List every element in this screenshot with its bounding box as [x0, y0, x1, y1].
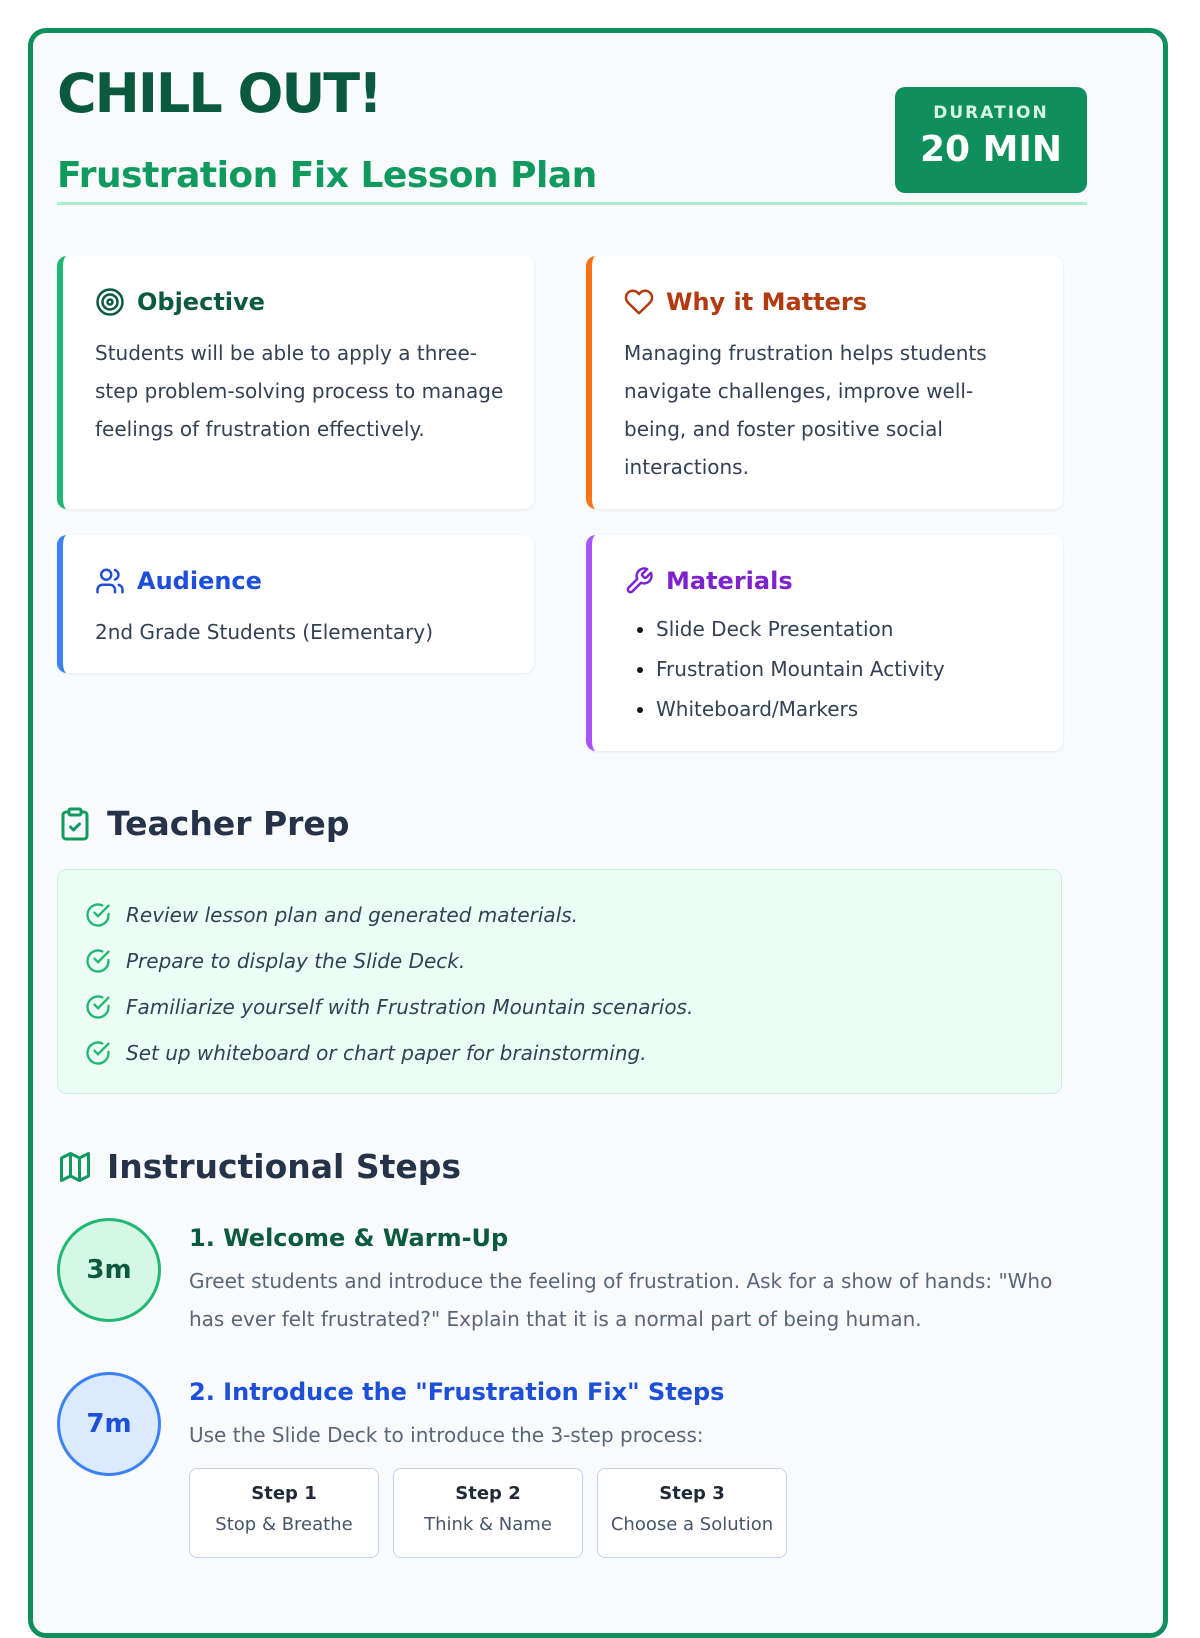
header: [57, 60, 1087, 235]
materials-title: Materials: [666, 567, 793, 595]
page-title: CHILL OUT!: [57, 62, 381, 125]
step-text: Use the Slide Deck to introduce the 3-step process:: [189, 1423, 704, 1447]
substep-label: Step 3: [659, 1483, 725, 1504]
substep-desc: Stop & Breathe: [215, 1514, 353, 1535]
prep-item-text: Prepare to display the Slide Deck.: [126, 949, 466, 973]
prep-item-text: Set up whiteboard or chart paper for brainstorming.: [126, 1041, 647, 1065]
substep-label: Step 1: [251, 1483, 317, 1504]
audience-title: Audience: [137, 567, 262, 595]
clipboard-check-icon: [57, 806, 93, 842]
heart-icon: [624, 287, 654, 317]
objective-text: Students will be able to apply a three-step problem-solving process to manage feelings of frustration effectively.: [95, 341, 504, 441]
list-item: • Frustration Mountain Activity: [656, 649, 1033, 689]
instructional-steps-title: Instructional Steps: [107, 1147, 462, 1186]
substep-card: [597, 1468, 787, 1558]
page-subtitle: Frustration Fix Lesson Plan: [57, 155, 597, 196]
step-title: 1. Welcome & Warm-Up: [189, 1224, 509, 1252]
teacher-prep-title: Teacher Prep: [107, 804, 350, 843]
list-item: [58, 892, 1061, 938]
prep-item-text: Familiarize yourself with Frustration Mountain scenarios.: [126, 995, 694, 1019]
step-title: 2. Introduce the "Frustration Fix" Steps: [189, 1378, 725, 1406]
wrench-icon: [624, 566, 654, 596]
prep-item-text: Review lesson plan and generated materials.: [126, 903, 579, 927]
list-item: • Slide Deck Presentation: [656, 609, 1033, 649]
substep-desc: Choose a Solution: [610, 1514, 774, 1535]
why-it-matters-card: [586, 256, 1063, 509]
why-text: Managing frustration helps students navigate challenges, improve well-being, and foster positive social interactions.: [624, 341, 987, 479]
teacher-prep-box: [57, 869, 1062, 1094]
step-text: Greet students and introduce the feeling of frustration. Ask for a show of hands: "Who has ever felt frustrated?" Explain that it is a normal part of being human.: [189, 1269, 1053, 1331]
list-item: [58, 984, 1061, 1030]
why-title: Why it Matters: [666, 288, 868, 316]
teacher-prep-heading: [57, 804, 349, 843]
step-time-badge: 7m: [57, 1372, 161, 1476]
objective-title: Objective: [137, 288, 265, 316]
target-icon: [95, 287, 125, 317]
check-circle-icon: [84, 993, 112, 1021]
list-item: • Whiteboard/Markers: [656, 689, 1033, 729]
substep-label: Step 2: [455, 1483, 521, 1504]
step-time-badge: 3m: [57, 1218, 161, 1322]
substep-card: [393, 1468, 583, 1558]
header-divider: [57, 202, 1087, 205]
check-circle-icon: [84, 901, 112, 929]
audience-text: 2nd Grade Students (Elementary): [95, 620, 434, 644]
duration-value: 20 MIN: [920, 129, 1062, 170]
check-circle-icon: [84, 947, 112, 975]
duration-label: DURATION: [933, 103, 1049, 123]
instructional-steps-heading: [57, 1147, 461, 1186]
substep-desc: Think & Name: [424, 1514, 552, 1535]
objective-card: [57, 256, 534, 509]
duration-badge: [895, 87, 1087, 193]
substep-card: [189, 1468, 379, 1558]
check-circle-icon: [84, 1039, 112, 1067]
audience-card: [57, 535, 534, 673]
map-icon: [57, 1149, 93, 1185]
materials-card: [586, 535, 1063, 751]
list-item: [58, 938, 1061, 984]
users-icon: [95, 566, 125, 596]
substeps-row: [189, 1468, 1087, 1558]
materials-list: [624, 609, 1033, 729]
list-item: [58, 1030, 1061, 1076]
